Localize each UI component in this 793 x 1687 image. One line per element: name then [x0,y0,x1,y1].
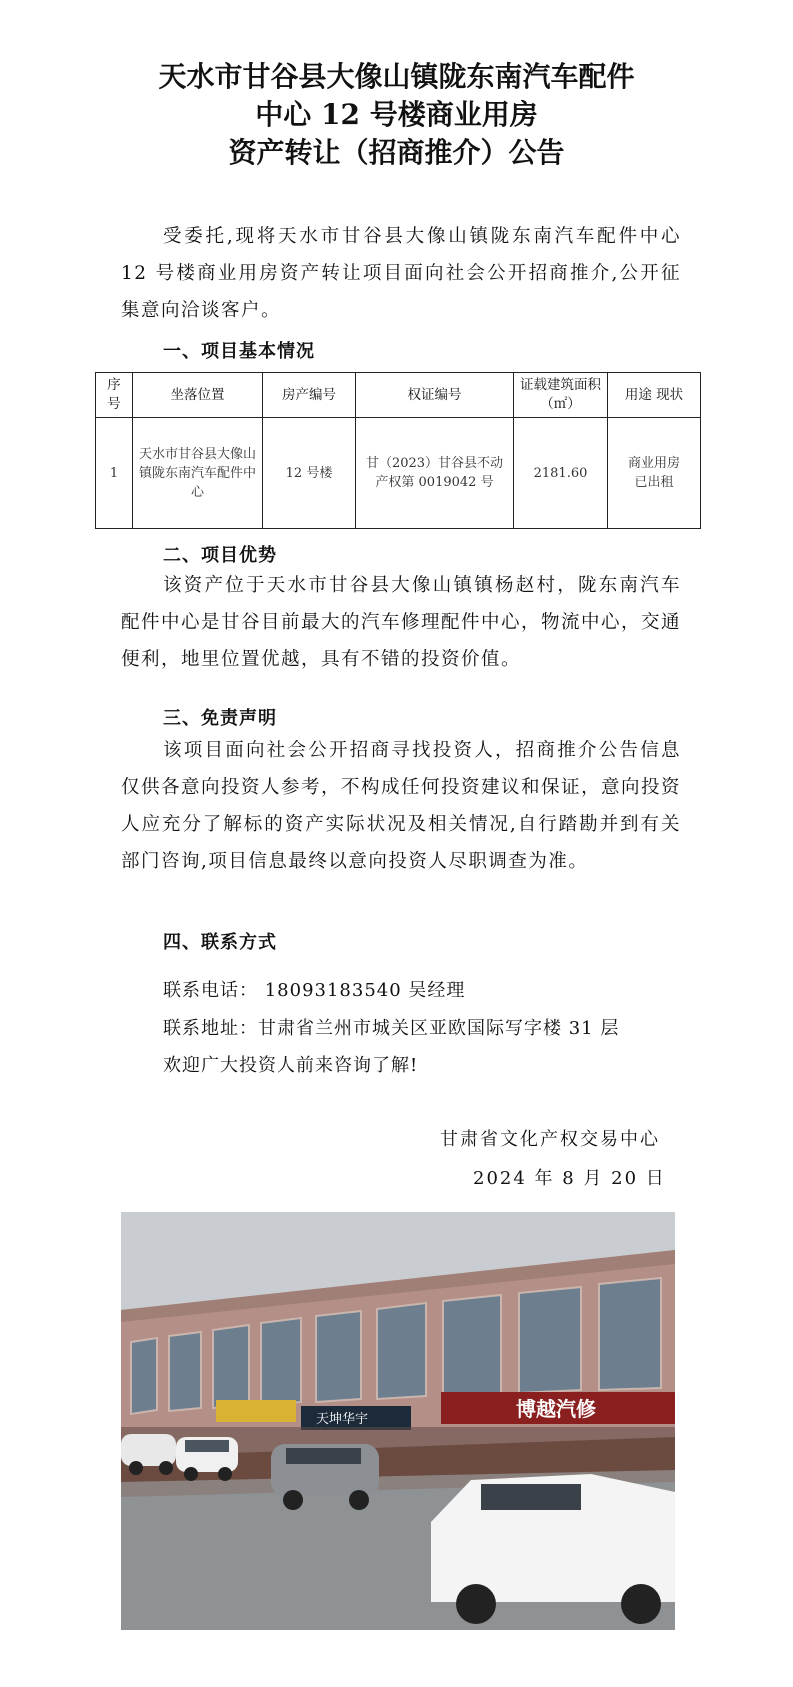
cell-usage [608,418,701,529]
title-line-1: 天水市甘谷县大像山镇陇东南汽车配件 [158,60,635,93]
usage-value: 商业用房 [627,456,680,471]
section-2-heading: 二、项目优势 [163,545,277,566]
intro-paragraph: 受委托,现将天水市甘谷县大像山镇陇东南汽车配件中心 12 号楼商业用房资产转让项目面向社会公开招商推介,公开征集意向洽谈客户。 [121,226,681,321]
building-photo [121,1212,675,1630]
cell-cert-no: 甘（2023）甘谷县不动产权第 0019042 号 [356,418,514,529]
cell-no: 1 [96,418,133,529]
table-header-row [96,373,701,418]
section-3-text: 该项目面向社会公开招商寻找投资人，招商推介公告信息仅供各意向投资人参考，不构成任何投资建议和保证，意向投资人应充分了解标的资产实际状况及相关情况,自行踏勘并到有关部门咨询,项目信息最终以意向投资人尽职调查为准。 [121,740,682,872]
signature-org: 甘肃省文化产权交易中心 [440,1129,660,1150]
contact-address: 联系地址：甘肃省兰州市城关区亚欧国际写字楼 31 层 [163,1018,620,1039]
cell-location: 天水市甘谷县大像山镇陇东南汽车配件中心 [133,418,263,529]
shop-sign-yellow [216,1400,296,1422]
title-line-2: 中心 12 号楼商业用房 [255,98,538,131]
header-area: 证载建筑面积（㎡） [514,373,608,418]
header-cert-no: 权证编号 [356,373,514,418]
section-2-text: 该资产位于天水市甘谷县大像山镇镇杨赵村，陇东南汽车配件中心是甘谷目前最大的汽车修理配件中心，物流中心，交通便利，地里位置优越，具有不错的投资价值。 [121,575,682,670]
header-no: 序号 [96,373,133,418]
contact-phone: 联系电话： 18093183540 吴经理 [163,980,466,1001]
car-4 [431,1474,675,1624]
status-value: 已出租 [634,475,674,490]
section-1-heading: 一、项目基本情况 [163,341,315,362]
welcome-text: 欢迎广大投资人前来咨询了解! [163,1055,419,1076]
section-3-heading: 三、免责声明 [163,708,277,729]
shop-sign-2-text: 博越汽修 [516,1397,596,1421]
title-line-3: 资产转让（招商推介）公告 [228,136,565,169]
cell-area: 2181.60 [514,418,608,529]
page-title [0,58,793,172]
shop-sign-1-text: 天坤华宇 [316,1412,369,1427]
table-row [96,418,701,529]
header-house-no: 房产编号 [263,373,356,418]
header-location: 坐落位置 [133,373,263,418]
project-info-table [95,372,701,529]
signature-date: 2024 年 8 月 20 日 [473,1168,666,1189]
header-usage: 用途 现状 [608,373,701,418]
cell-house-no: 12 号楼 [263,418,356,529]
section-4-heading: 四、联系方式 [163,932,277,953]
building-photo-svg [121,1212,675,1630]
